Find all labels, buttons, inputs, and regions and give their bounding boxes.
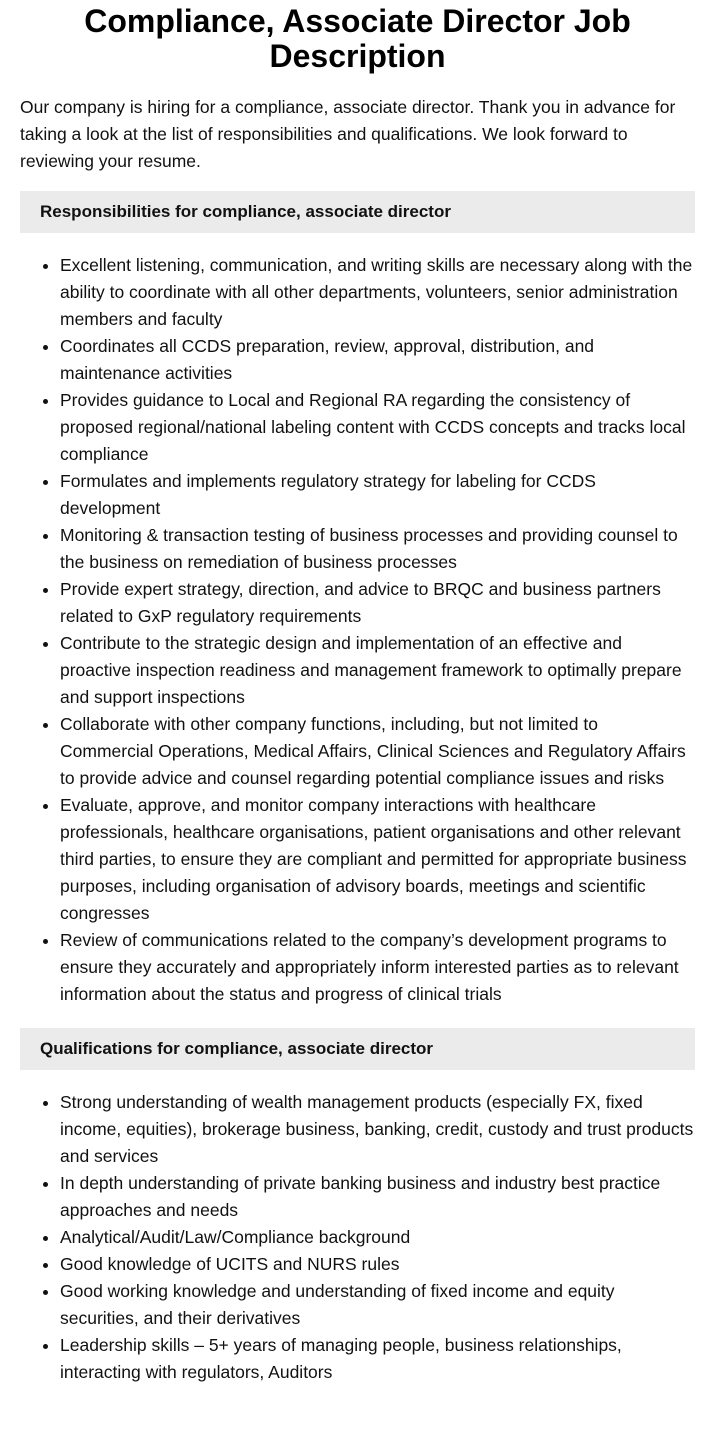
list-item: • Review of communications related to the company’s development programs to ensure they accurately and appropriately inform interested parties as to relevant information about the status and progress of clinical trials [60, 927, 695, 1008]
list-item: • Collaborate with other company functions, including, but not limited to Commercial Operations, Medical Affairs, Clinical Sciences and Regulatory Affairs to provide advice and counsel regarding potential compliance issues and risks [60, 711, 695, 792]
list-item: • Good working knowledge and understanding of fixed income and equity securities, and their derivatives [60, 1278, 695, 1332]
list-item: • Provides guidance to Local and Regional RA regarding the consistency of proposed regional/national labeling content with CCDS concepts and tracks local compliance [60, 387, 695, 468]
job-description [0, 4, 720, 1386]
responsibilities-heading: Responsibilities for compliance, associate director [20, 191, 695, 233]
list-item: • Leadership skills – 5+ years of managing people, business relationships, interacting with regulators, Auditors [60, 1332, 695, 1386]
qualifications-list [20, 1089, 695, 1386]
list-item: • Evaluate, approve, and monitor company interactions with healthcare professionals, healthcare organisations, patient organisations and other relevant third parties, to ensure they are compliant and permitted for appropriate business purposes, including organisation of advisory boards, meetings and scientific congresses [60, 792, 695, 927]
list-item: • Coordinates all CCDS preparation, review, approval, distribution, and maintenance activities [60, 333, 695, 387]
qualifications-heading: Qualifications for compliance, associate director [20, 1028, 695, 1070]
list-item: • Contribute to the strategic design and implementation of an effective and proactive inspection readiness and management framework to optimally prepare and support inspections [60, 630, 695, 711]
list-item: • Monitoring & transaction testing of business processes and providing counsel to the business on remediation of business processes [60, 522, 695, 576]
list-item: • Formulates and implements regulatory strategy for labeling for CCDS development [60, 468, 695, 522]
list-item: • Analytical/Audit/Law/Compliance background [60, 1224, 695, 1251]
list-item: • Good knowledge of UCITS and NURS rules [60, 1251, 695, 1278]
list-item: • In depth understanding of private banking business and industry best practice approaches and needs [60, 1170, 695, 1224]
list-item: • Provide expert strategy, direction, and advice to BRQC and business partners related to GxP regulatory requirements [60, 576, 695, 630]
page-title: Compliance, Associate Director Job Description [84, 3, 631, 74]
intro-paragraph: Our company is hiring for a compliance, associate director. Thank you in advance for taking a look at the list of responsibilities and qualifications. We look forward to reviewing your resume. [20, 97, 676, 171]
responsibilities-list [20, 252, 695, 1008]
list-item: • Excellent listening, communication, and writing skills are necessary along with the ability to coordinate with all other departments, volunteers, senior administration members and faculty [60, 252, 695, 333]
list-item: • Strong understanding of wealth management products (especially FX, fixed income, equities), brokerage business, banking, credit, custody and trust products and services [60, 1089, 695, 1170]
